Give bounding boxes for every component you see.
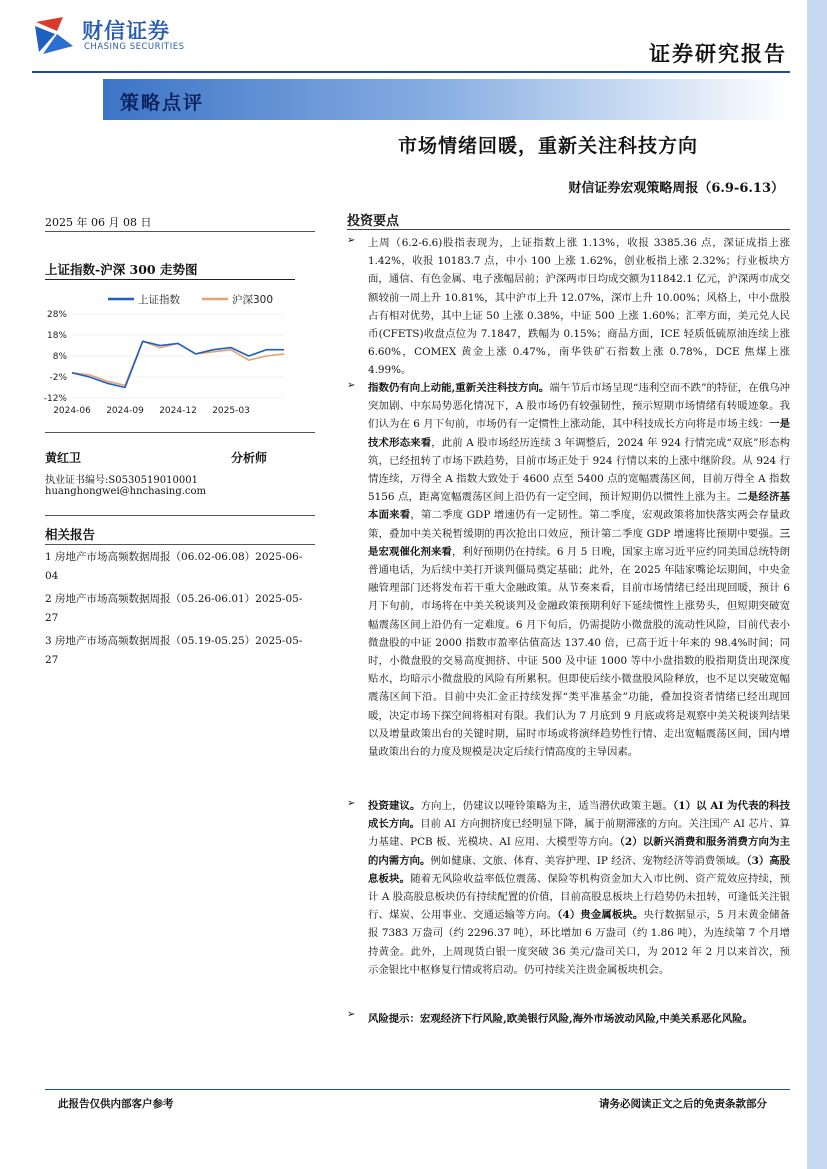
index-trend-chart xyxy=(40,282,290,417)
x-axis-ticks xyxy=(53,406,250,416)
header-divider xyxy=(32,71,790,73)
advice-1: 目前 AI 方向拥挤度已经明显下降，属于前期滞涨的方向。关注国产 AI 芯片、算力基建、PCB 板、光模块、AI 应用、大模型等方向。 xyxy=(368,818,790,849)
logo-english-name: CHASING SECURITIES xyxy=(84,42,185,52)
chart-grid xyxy=(72,314,284,398)
key-points-heading: 投资要点 xyxy=(347,214,400,229)
author-name: 黄红卫 xyxy=(45,451,82,465)
outlook-paragraph xyxy=(347,379,790,761)
advice-1-lead: （1）以 AI 为代表的科技成长方向。 xyxy=(368,800,791,831)
report-subtitle: 财信证券宏观策略周报（6.9-6.13） xyxy=(568,181,784,196)
footer-right-note: 请务必阅读正文之后的免责条款部分 xyxy=(599,1098,767,1110)
side-strip xyxy=(807,0,827,1169)
footer-divider xyxy=(45,1089,790,1090)
market-review-paragraph xyxy=(347,234,790,380)
risk-text xyxy=(368,1008,790,1030)
y-tick-label: 8% xyxy=(52,352,67,362)
outlook-intro: 端午节后市场呈现“违利空而不跌”的特征，在俄乌冲突加剧、中东局势恶化情况下，A 股市场仍有较强韧性，预示短期市场情绪有转暖迹象。我们认为在 6 月下旬前，市场仍有一定惯性上涨动能，其中科技成长方向将是市场主线： xyxy=(368,382,791,431)
y-tick-label: 28% xyxy=(46,310,67,320)
investment-advice-text xyxy=(368,797,790,979)
legend-label: 沪深300 xyxy=(232,294,274,306)
footer-left-note: 此报告仅供内部客户参考 xyxy=(58,1098,174,1110)
report-title: 市场情绪回暖，重新关注科技方向 xyxy=(398,135,699,157)
author-email[interactable]: huanghongwei@hnchasing.com xyxy=(45,486,207,497)
advice-3-lead: （3）高股息板块。 xyxy=(368,854,791,885)
bullet-arrow-icon: ➢ xyxy=(347,380,356,391)
outlook-point-1: ，此前 A 股市场经历连续 3 年调整后，2024 年 924 行情完成“双底”形态构筑，已经扭转了市场下跌趋势，目前市场正处于 924 行情以来的上涨中继阶段。从 924 行情连续，万得全 A 指数大致处于 4600 点至 5400 点的宽幅震荡区间，目前万得全 A 指数 5156 点，距离宽幅震荡区间上沿仍有一定空间，预计短期仍以惯性上涨为主。 xyxy=(368,436,790,504)
category-banner-text: 策略点评 xyxy=(120,92,205,114)
outlook-lead: 指数仍有向上动能,重新关注科技方向。 xyxy=(368,382,550,394)
outlook-point-2-lead: 二是经济基本面来看 xyxy=(368,491,790,522)
series-line xyxy=(72,341,284,385)
x-tick-label: 2024-09 xyxy=(106,406,144,416)
chart-heading-divider xyxy=(45,279,295,280)
author-role: 分析师 xyxy=(231,451,268,465)
advice-4-lead: （4）贵金属板块。 xyxy=(557,909,644,922)
bullet-arrow-icon: ➢ xyxy=(347,1009,356,1020)
outlook-point-2: ，第二季度 GDP 增速仍有一定韧性。第二季度，宏观政策将加快落实两会存量政策，叠加中美关税暂缓期的再次抢出口效应，预计第二季度 GDP 增速将比预期中要强。 xyxy=(368,509,791,540)
y-tick-label: 18% xyxy=(46,331,67,341)
chart-legend xyxy=(108,293,273,306)
author-divider xyxy=(45,432,315,433)
category-banner xyxy=(103,79,789,120)
risk-warning: 风险提示：宏观经济下行风险,欧美银行风险,海外市场波动风险,中美关系恶化风险。 xyxy=(368,1013,753,1025)
advice-3: 随着无风险收益率低位震荡、保险等机构资金加大入市比例、资产荒效应持续，预计 A 股高股息板块仍有持续配置的价值，目前高股息板块上行趋势仍未扭转，可逢低关注银行、煤炭、公用事业、交通运输等方向。 xyxy=(368,872,790,922)
legend-label: 上证指数 xyxy=(138,294,180,306)
related-heading: 相关报告 xyxy=(45,527,96,542)
x-tick-label: 2025-03 xyxy=(212,406,250,416)
related-report-item[interactable]: 2 房地产市场高频数据周报（05.26-06.01）2025-05-27 xyxy=(45,593,303,624)
outlook-point-3-lead: 三是宏观催化剂来看 xyxy=(368,527,790,558)
chart-series xyxy=(72,341,284,387)
related-divider-top xyxy=(45,515,315,516)
author-license: 执业证书编号:S0530519010001 xyxy=(45,475,198,486)
key-points-divider xyxy=(347,229,790,230)
date-divider xyxy=(45,231,315,232)
outlook-text xyxy=(368,379,790,761)
y-tick-label: -12% xyxy=(43,394,67,404)
chart-heading: 上证指数-沪深 300 走势图 xyxy=(45,262,198,277)
x-tick-label: 2024-12 xyxy=(159,406,197,416)
logo-chinese-name: 财信证券 xyxy=(82,19,170,43)
advice-lead: 投资建议。 xyxy=(368,800,421,812)
outlook-point-3: ，利好预期仍在持续。6 月 5 日晚，国家主席习近平应约同美国总统特朗普通电话，为后续中美打开谈判僵局奠定基础；此外，在 2025 年陆家嘴论坛期间，中央金融管理部门还将发布若干重大金融政策。从节奏来看，目前市场情绪已经出现回暖，预计 6 月下旬前，市场将在中美关税谈判及金融政策预期利好下延续惯性上涨势头，但短期突破宽幅震荡区间上沿仍有一定难度。6 月下旬后，仍需提防小微盘股的流动性风险，目前代表小微盘股的中证 2000 指数市盈率估值高达 137.40 倍，已高于近十年来的 98.4%时间；同时，小微盘股的交易高度拥挤、中证 500 及中证 1000 等中小盘指数的股指期货出现深度贴水，均暗示小微盘股的风险有所累积。但即使后续小微盘股风险释放，也不足以突破宽幅震荡区间下沿。目前中央汇金正持续发挥“类平准基金”功能，叠加投资者情绪已经出现回暖，决定市场下探空间将相对有限。我们认为 7 月底到 9 月底或将是观察中美关税谈判结果以及增量政策出台的关键时期，届时市场或将演绎趋势性行情、走出宽幅震荡区间，国内增量政策出台的力度及规模是决定后续行情高度的主导因素。 xyxy=(368,545,790,759)
investment-advice-paragraph xyxy=(347,797,790,979)
related-report-item[interactable]: 1 房地产市场高频数据周报（06.02-06.08）2025-06-04 xyxy=(45,551,303,582)
report-date: 2025 年 06 月 08 日 xyxy=(45,216,152,229)
x-tick-label: 2024-06 xyxy=(53,406,91,416)
bullet-arrow-icon: ➢ xyxy=(347,798,356,809)
advice-4: 央行数据显示，5 月末黄金储备报 7383 万盎司（约 2296.37 吨），环比增加 6 万盎司（约 1.86 吨），为连续第 7 个月增持黄金。此外，上周现货白银一度突破 36 美元/盎司关口，为 2012 年 2 月以来首次，预示金银比中枢修复行情或将启动。仍可持续关注贵金属板块机会。 xyxy=(368,909,791,976)
report-type: 证券研究报告 xyxy=(649,41,787,66)
advice-intro: 方向上，仍建议以哑铃策略为主，适当潜伏政策主题。 xyxy=(420,800,673,812)
advice-2: 例如健康、文旅、体育、美容护理、IP 经济、宠物经济等消费领域。 xyxy=(430,854,747,867)
related-divider xyxy=(45,544,315,545)
related-report-item[interactable]: 3 房地产市场高频数据周报（05.19-05.25）2025-05-27 xyxy=(45,635,303,666)
y-tick-label: -2% xyxy=(49,373,67,383)
risk-paragraph xyxy=(347,1008,790,1030)
advice-2-lead: （2）以新兴消费和服务消费方向为主的内需方向。 xyxy=(368,836,790,867)
company-logo-icon xyxy=(33,14,75,56)
market-review-text: 上周（6.2-6.6)股指表现为，上证指数上涨 1.13%，收报 3385.36 点，深证成指上涨 1.42%，收报 10183.7 点，中小 100 上涨 1.62%，创业板指上涨 2.32%；行业板块方面，通信、有色金属、电子涨幅居前；沪深两市日均成交额为11842.1 亿元，沪深两市成交额较前一周上升 10.81%，其中沪市上升 12.07%，深市上升 10.00%；风格上，中小盘股占有相对优势，其中上证 50 上涨 0.38%，中证 500 上涨 1.60%；汇率方面，美元兑人民币(CFETS)收盘点位为 7.1847，跌幅为 0.15%；商品方面，ICE 轻质低硫原油连续上涨 6.60%，COMEX 黄金上涨 0.47%，南华铁矿石指数上涨 0.78%，DCE 焦煤上涨 4.99%。 xyxy=(368,237,790,377)
bullet-arrow-icon: ➢ xyxy=(347,235,356,246)
outlook-point-1-lead: 一是技术形态来看 xyxy=(368,418,790,449)
y-axis-ticks xyxy=(44,310,68,404)
